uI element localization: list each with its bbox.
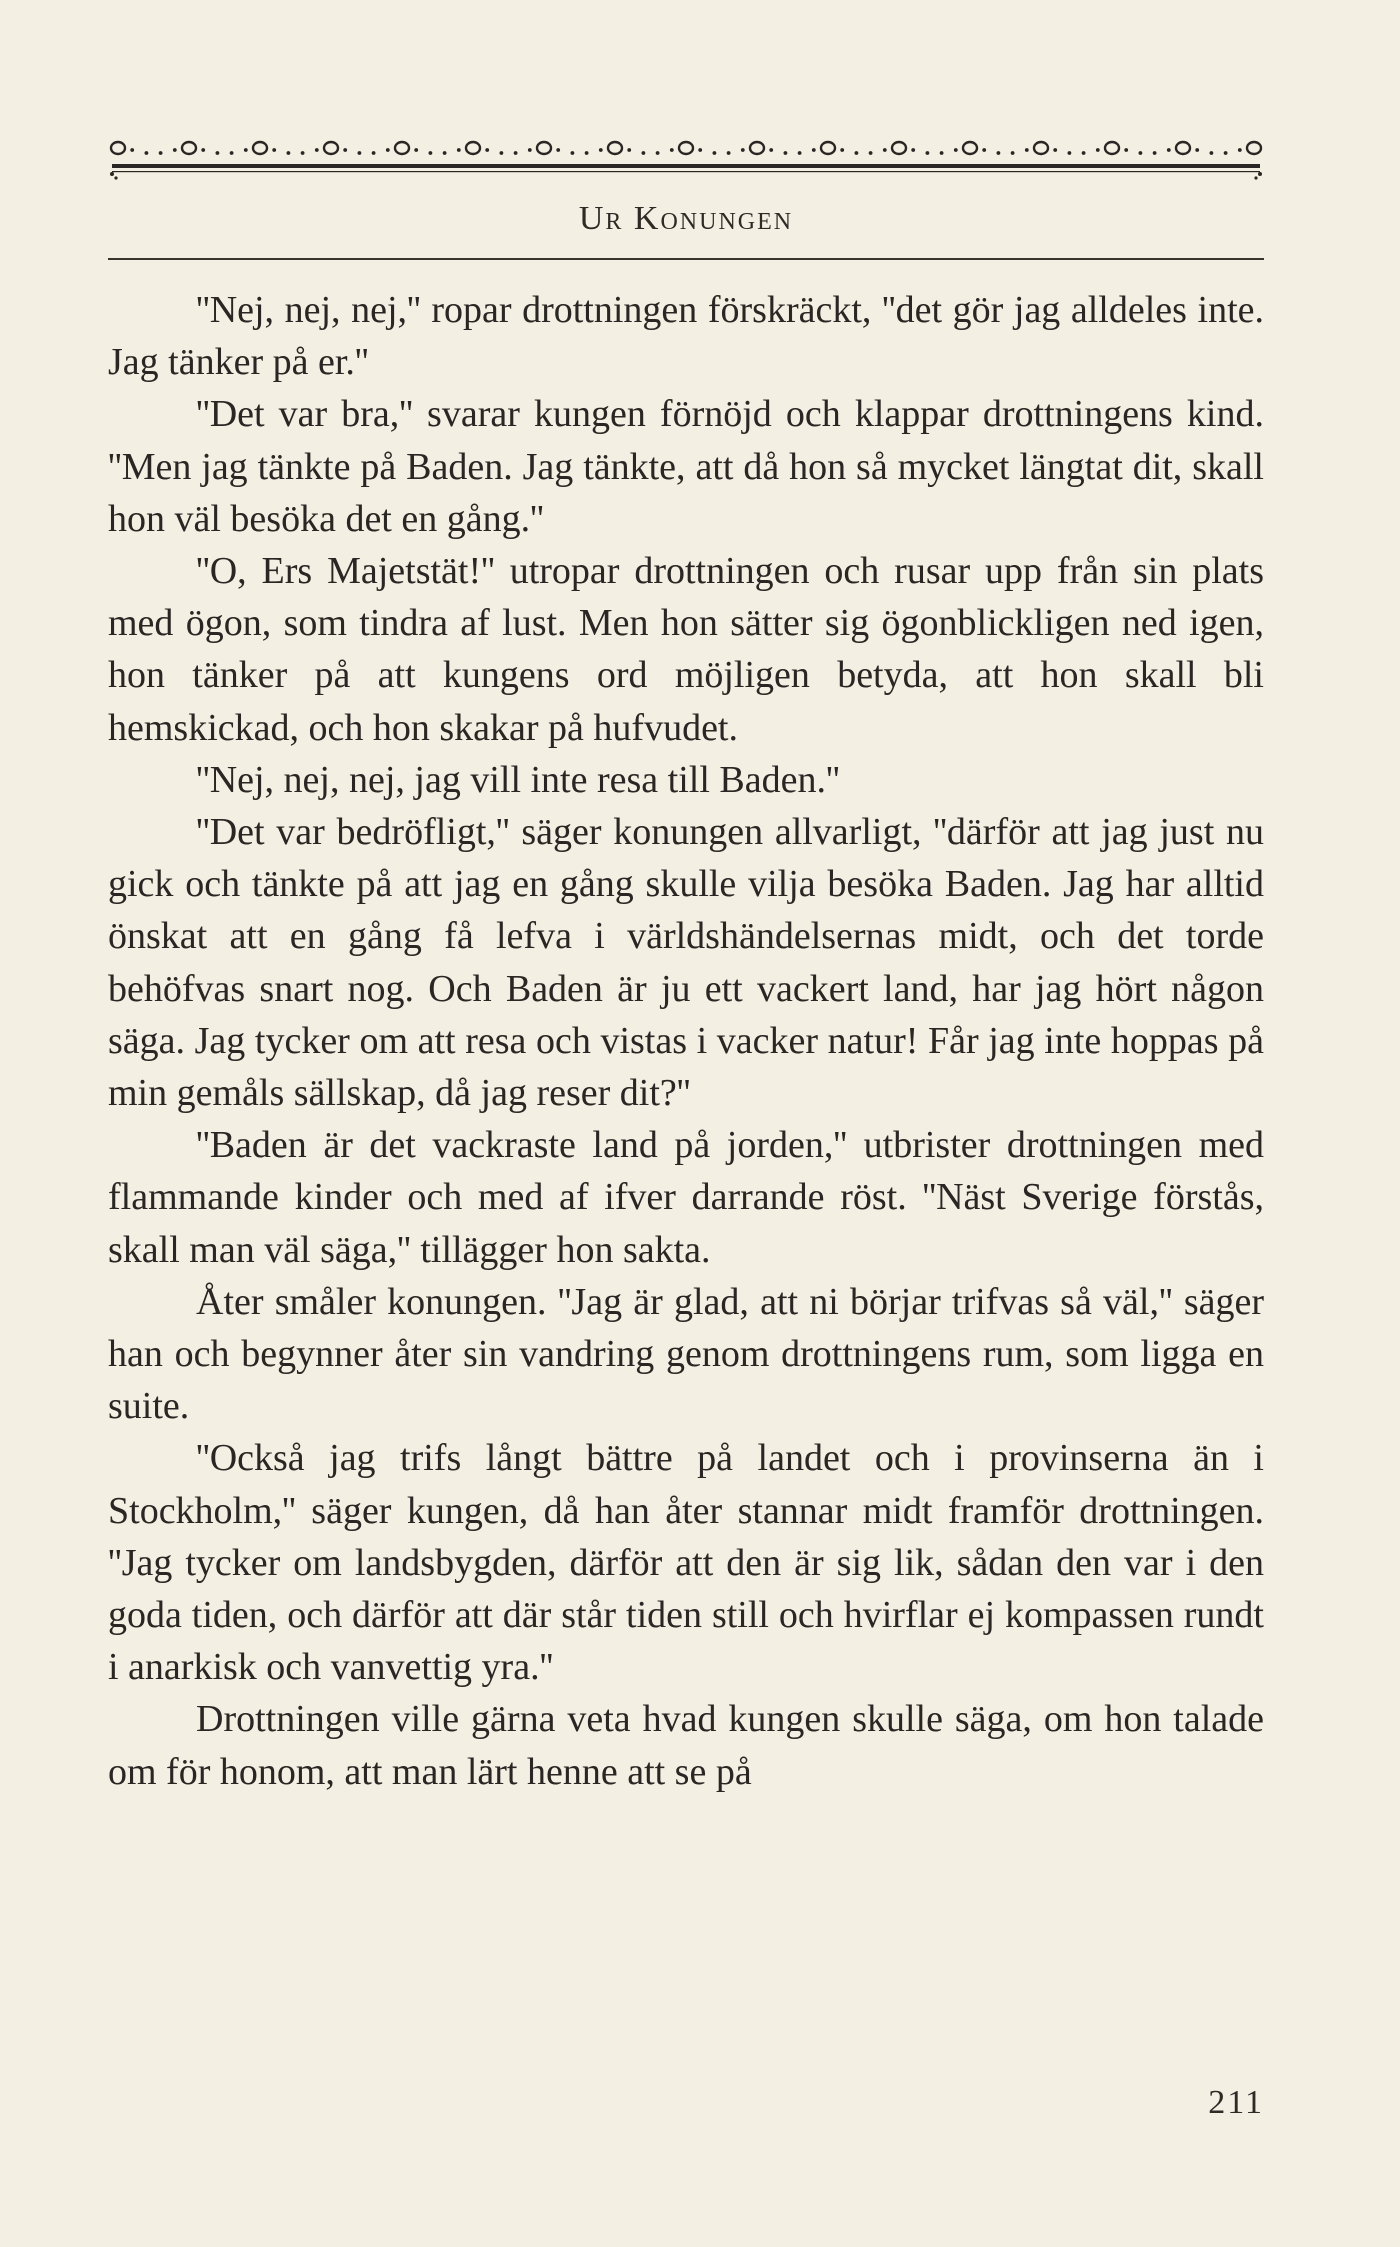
paragraph: Drottningen ville gärna veta hvad kungen skulle säga, om hon talade om för honom, att man lärt henne att se på xyxy=(108,1698,1264,1793)
page-number: 211 xyxy=(1208,2084,1264,2121)
paragraph: ''Det var bra,'' svarar kungen förnöjd och klappar drottningens kind. ''Men jag tänkte på Baden. Jag tänkte, att då hon så mycket längtat dit, skall hon väl besöka det en gång.'' xyxy=(108,393,1264,540)
ornamental-header-border xyxy=(108,128,1264,180)
paragraph: ''Baden är det vackraste land på jorden,'' utbrister drottningen med flammande kinder och med af ifver darrande röst. ''Näst Sverige förstås, skall man väl säga,'' tillägger hon sakta. xyxy=(108,1124,1264,1271)
body-text xyxy=(108,284,1264,1798)
paragraph: ''Nej, nej, nej,'' ropar drottningen förskräckt, ''det gör jag alldeles inte. Jag tänker på er.'' xyxy=(108,289,1264,384)
paragraph: ''Också jag trifs långt bättre på landet och i provinserna än i Stockholm,'' säger kungen, då han åter stannar midt framför drottningen. ''Jag tycker om landsbygden, därför att den är sig lik, sådan den var i den goda tiden, och därför att där står tiden still och hvirflar ej kompassen rundt i anarkisk och vanvettig yra.'' xyxy=(108,1437,1264,1689)
paragraph: ''Det var bedröfligt,'' säger konungen allvarligt, ''därför att jag just nu gick och tänkte på att jag en gång skulle vilja besöka Baden. Jag har alltid önskat att en gång få lefva i världshändelsernas midt, och det torde behöfvas snart nog. Och Baden är ju ett vackert land, har jag hört någon säga. Jag tycker om att resa och vistas i vacker natur! Får jag inte hoppas på min gemåls sällskap, då jag reser dit?'' xyxy=(108,811,1264,1115)
paragraph: ''O, Ers Majetstät!'' utropar drottningen och rusar upp från sin plats med ögon, som tindra af lust. Men hon sätter sig ögonblickligen ned igen, hon tänker på att kungens ord möjligen betyda, att hon skall bli hemskickad, och hon skakar på hufvudet. xyxy=(108,550,1264,749)
paragraph: Åter småler konungen. ''Jag är glad, att ni börjar trifvas så väl,'' säger han och begynner åter sin vandring genom drottningens rum, som ligga en suite. xyxy=(108,1280,1264,1428)
paragraph: ''Nej, nej, nej, jag vill inte resa till Baden.'' xyxy=(196,758,840,801)
running-head: Ur Konungen xyxy=(578,200,794,237)
header-rule xyxy=(108,258,1264,260)
